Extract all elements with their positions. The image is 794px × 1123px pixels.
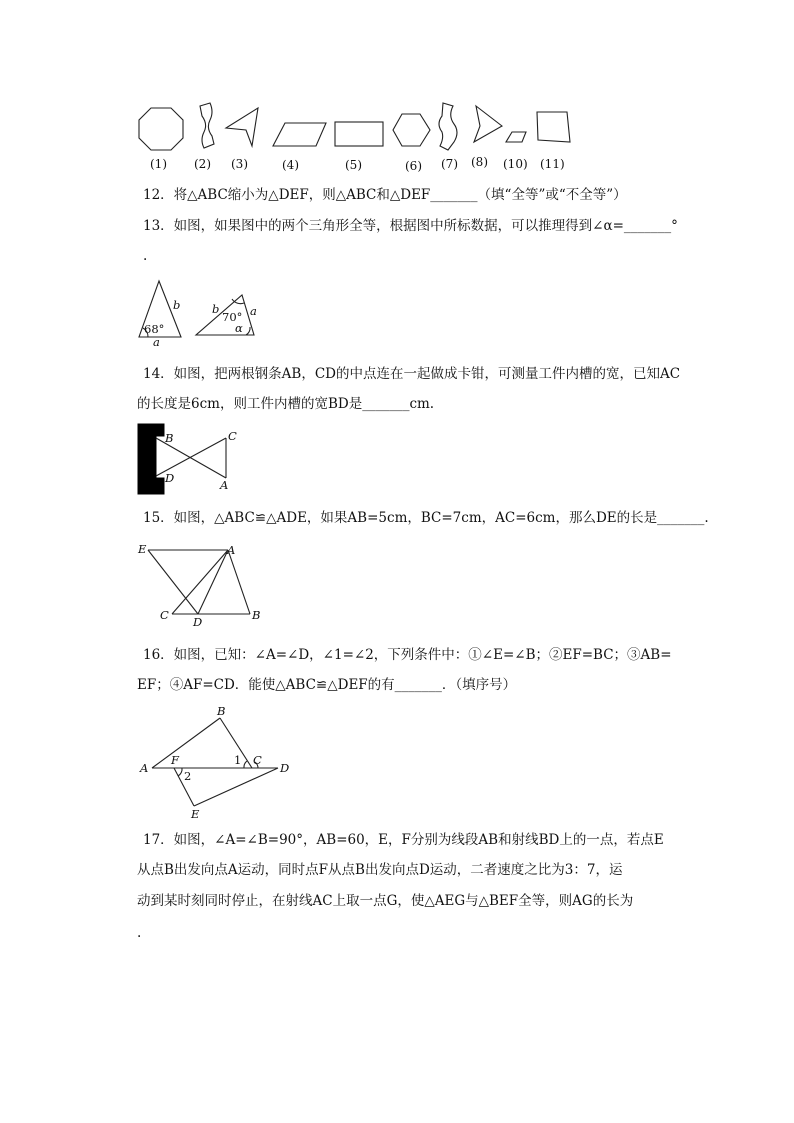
segment-ab	[228, 550, 250, 614]
shape-label: (5)	[345, 158, 362, 172]
left-b-label: b	[173, 298, 181, 312]
question-13-line-1: 13．如图，如果图中的两个三角形全等，根据图中所标数据，可以推理得到∠α=_______°	[143, 218, 678, 234]
shape-label: (6)	[405, 159, 422, 173]
shape-label: (4)	[282, 158, 299, 172]
question-17-line-3: 动到某时刻同时停止，在射线AC上取一点G，使△AEG与△BEF全等，则AG的长为	[137, 893, 634, 909]
left-angle-label: 68°	[144, 322, 165, 336]
segment-ac	[172, 550, 228, 614]
segment-ed	[148, 550, 198, 614]
question-16-line-1: 16．如图，已知：∠A=∠D，∠1=∠2，下列条件中：①∠E=∠B；②EF=BC；③AB=	[143, 647, 672, 663]
q13-figure	[132, 275, 272, 347]
parallelogram-shape	[273, 123, 326, 146]
question-14-line-1: 14．如图，把两根钢条AB，CD的中点连在一起做成卡钳，可测量工件内槽的宽，已知AC	[143, 366, 681, 382]
segment-ad	[198, 550, 228, 614]
point-d-label: D	[193, 615, 203, 629]
curved-shape-7	[439, 103, 457, 150]
right-a-label: a	[250, 304, 257, 318]
shape-label: (2)	[194, 157, 211, 171]
shape-label: (7)	[441, 157, 458, 171]
alpha-angle-arc	[246, 327, 250, 335]
question-14-line-2: 的长度是6cm，则工件内槽的宽BD是_______cm.	[137, 396, 435, 412]
q14-figure	[134, 422, 254, 498]
question-13-line-2: .	[143, 248, 148, 264]
octagon-shape	[139, 108, 183, 150]
curved-shape-2	[200, 103, 214, 148]
point-a-label: A	[227, 543, 236, 557]
quadrilateral-shape	[537, 112, 570, 142]
question-15: 15．如图，△ABC≌△ADE，如果AB=5cm，BC=7cm，AC=6cm，那么DE的长是_______.	[143, 510, 709, 526]
point-c-label: C	[228, 429, 237, 443]
question-17-line-1: 17．如图，∠A=∠B=90°，AB=60，E，F分别为线段AB和射线BD上的一点，若点E	[143, 832, 664, 848]
angle-1-label: 1	[234, 753, 242, 767]
point-d-label: D	[165, 471, 175, 485]
shape-label: (11)	[540, 157, 565, 171]
shape-label: (8)	[471, 155, 488, 169]
q16-figure	[134, 702, 304, 822]
question-16-line-2: EF；④AF=CD．能使△ABC≌△DEF的有_______．（填序号）	[137, 677, 517, 693]
small-parallelogram-shape	[506, 132, 526, 142]
hexagon-shape	[393, 114, 430, 146]
angle-2-label: 2	[184, 769, 192, 783]
point-a-label: A	[140, 761, 149, 775]
angle-1-arc	[244, 761, 247, 768]
arrowhead-shape-8	[474, 106, 502, 142]
shape-label: (10)	[503, 157, 528, 171]
point-b-label: B	[165, 431, 174, 445]
point-e-label: E	[191, 807, 200, 821]
alpha-label: α	[235, 321, 243, 335]
point-b-label: B	[252, 608, 261, 622]
question-12: 12．将△ABC缩小为△DEF，则△ABC和△DEF_______（填“全等”或“不全等”）	[143, 187, 627, 203]
point-e-label: E	[138, 542, 147, 556]
segment-ed	[194, 768, 278, 806]
point-f-label: F	[171, 753, 179, 767]
shapes-figure	[130, 98, 590, 178]
arrowhead-shape-3	[226, 108, 258, 146]
workpiece-block	[138, 424, 164, 494]
rectangle-shape	[335, 122, 383, 146]
shape-label: (3)	[231, 157, 248, 171]
angle-2-arc	[178, 768, 182, 776]
right-angle-label: 70°	[222, 310, 243, 324]
point-d-label: D	[280, 761, 290, 775]
point-a-label: A	[220, 478, 229, 492]
left-a-label: a	[153, 335, 160, 347]
right-b-label: b	[212, 302, 220, 316]
segment-ab	[152, 718, 220, 768]
point-b-label: B	[217, 704, 226, 718]
point-c-label: C	[160, 608, 169, 622]
q15-figure	[134, 538, 274, 630]
point-c-label: C	[253, 753, 262, 767]
right-angle-arc	[232, 299, 244, 304]
shape-label: (1)	[150, 157, 167, 171]
question-17-line-4: .	[137, 925, 142, 941]
question-17-line-2: 从点B出发向点A运动，同时点F从点B出发向点D运动，二者速度之比为3：7，运	[137, 862, 623, 878]
